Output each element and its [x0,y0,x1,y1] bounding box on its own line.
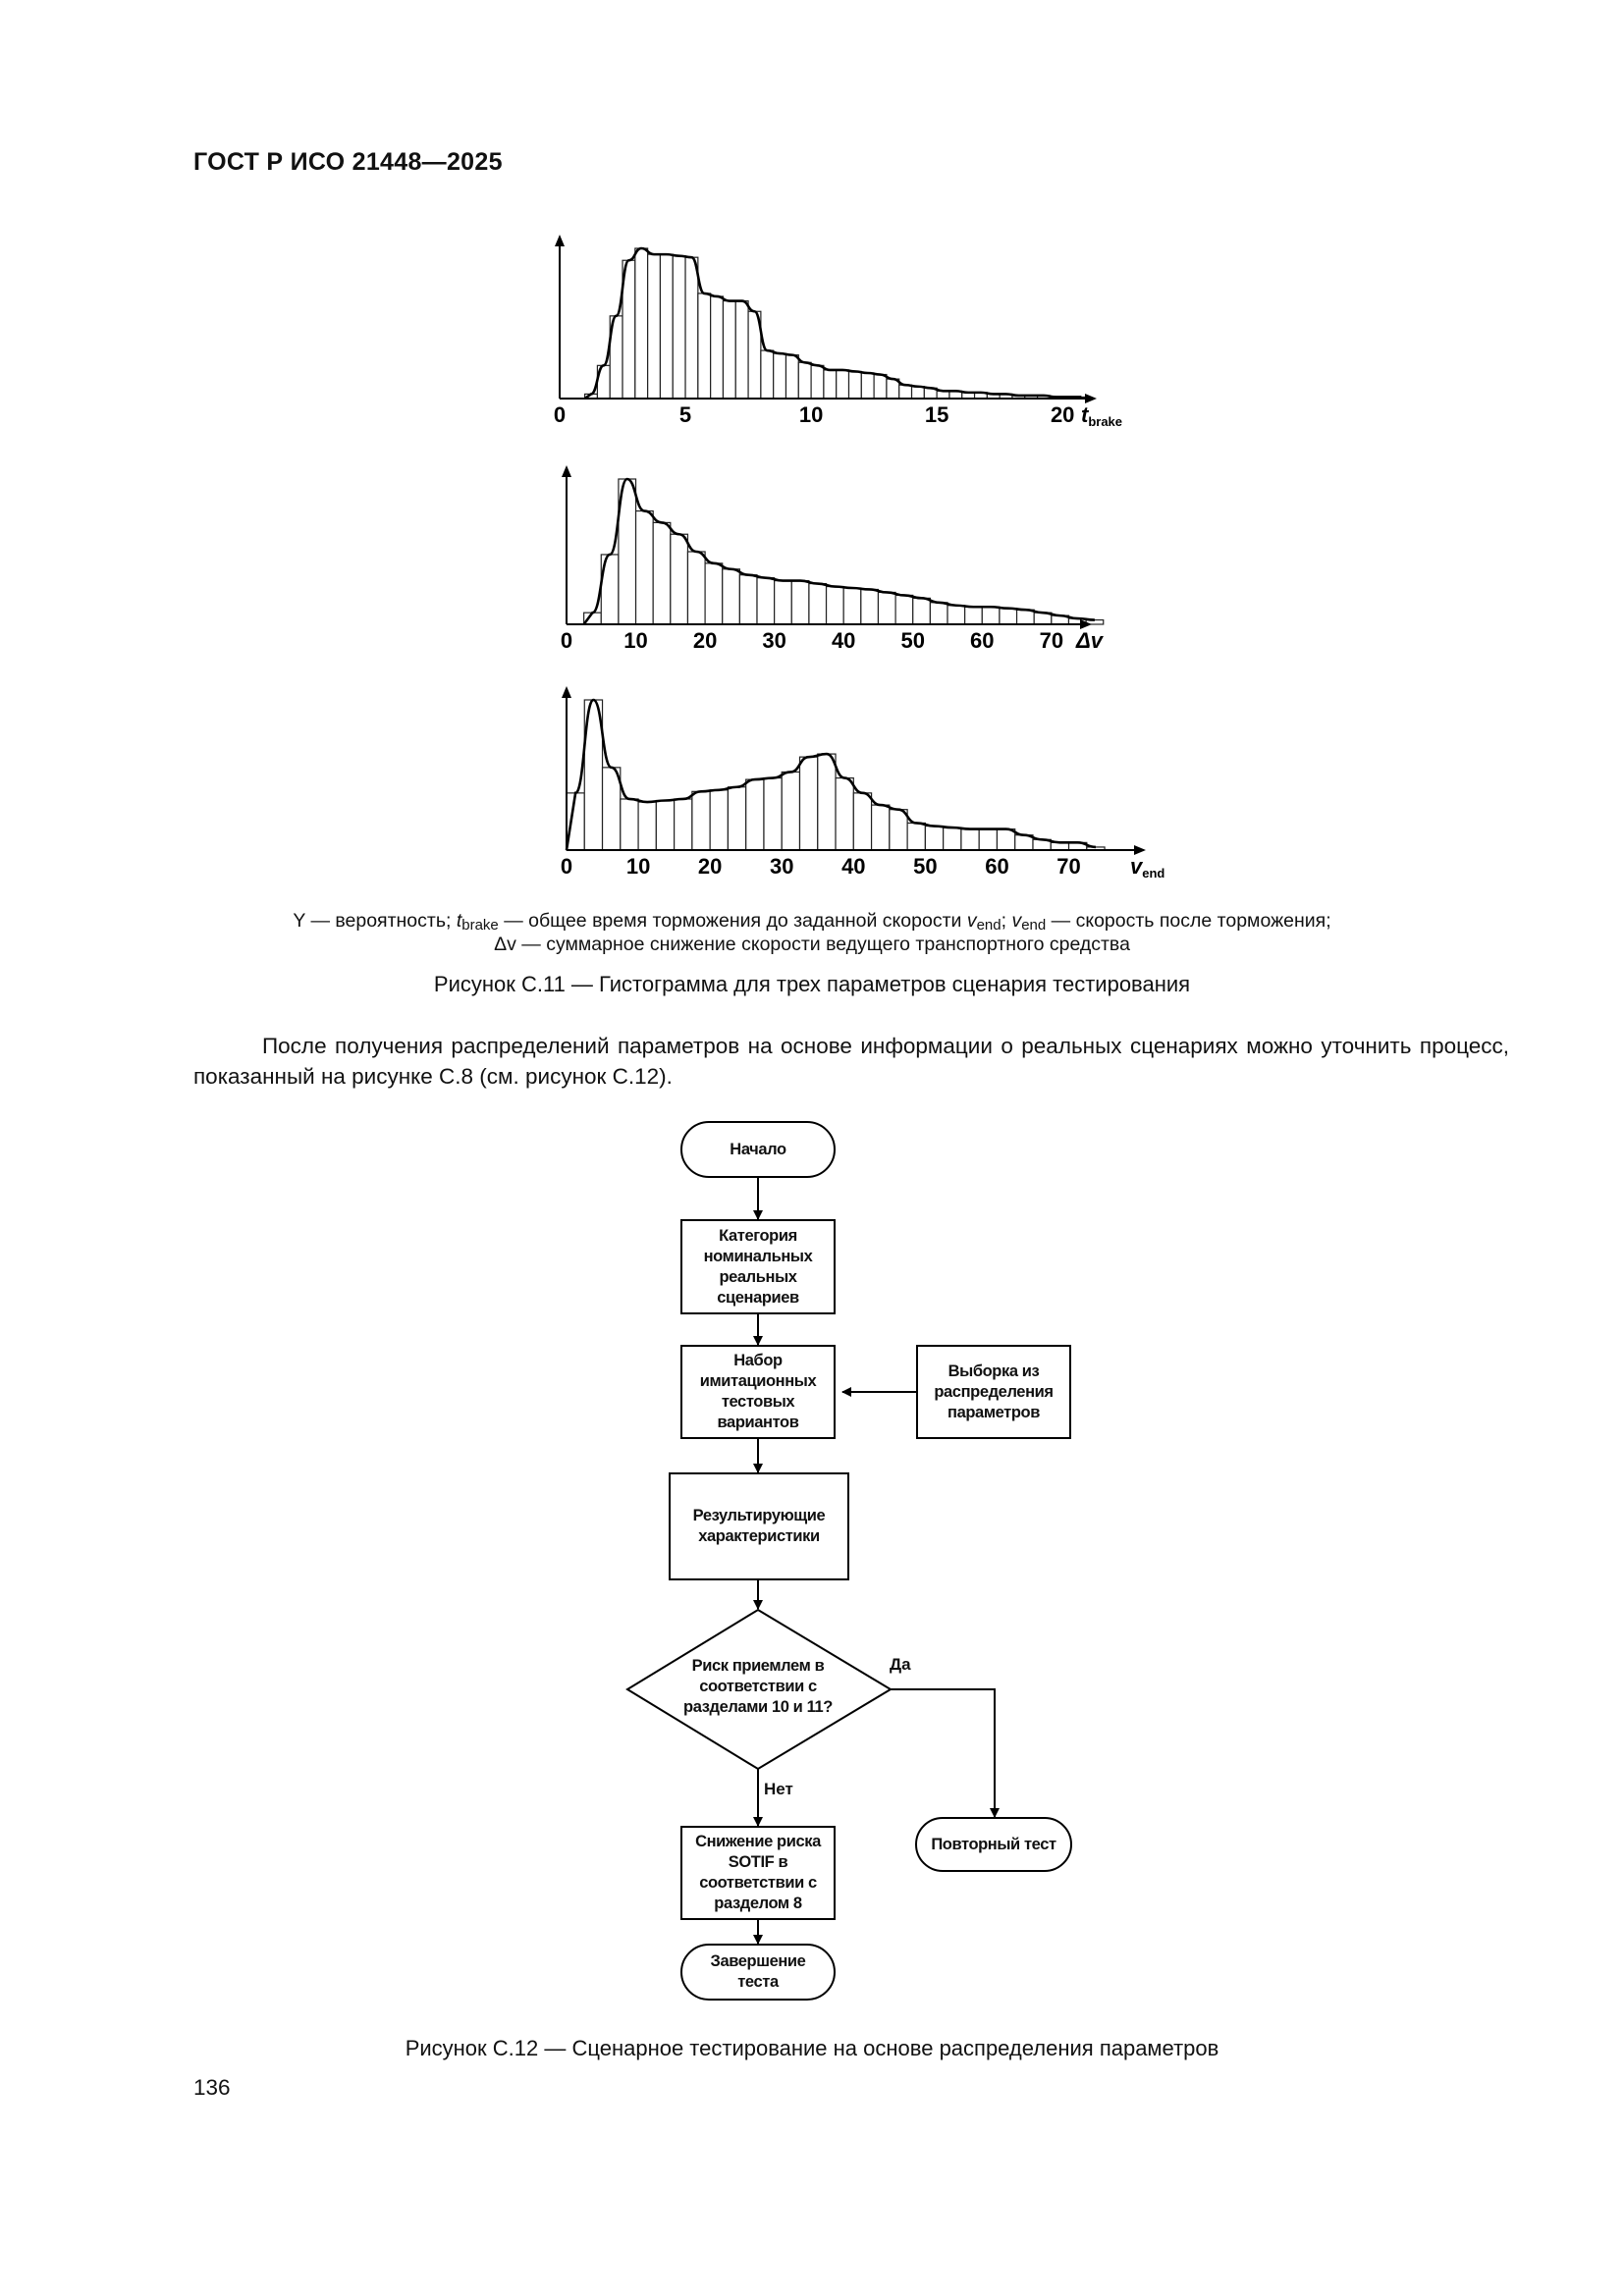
x-tick-label: 5 [678,402,692,427]
histogram-bar [687,552,705,624]
histogram-bar [711,296,724,399]
histogram-bar [925,827,943,850]
x-tick-label: 10 [623,628,648,653]
histogram-bar [907,823,925,850]
histogram-bar [603,768,621,850]
histogram-bar [824,370,837,399]
x-tick-label: 50 [913,854,938,879]
histogram-bar [775,581,792,624]
histogram-bar [843,588,861,624]
histogram-bar [785,355,798,399]
x-tick-label: 60 [985,854,1009,879]
histogram-bar [818,754,836,850]
histogram-bar [735,301,748,399]
x-tick-label: 20 [1050,402,1075,427]
histogram-bar [930,603,947,624]
histogram-bar [798,362,811,399]
histogram-bar [673,256,685,399]
histogram-bar [648,254,661,399]
x-tick-label: 20 [697,854,723,879]
x-tick-label: 0 [560,854,573,879]
figure-c12-caption: Рисунок С.12 — Сценарное тестирование на основе распределения параметров [405,2036,1219,2060]
histogram-bar [997,829,1014,850]
label-no: Нет [764,1780,793,1798]
histogram-bar [757,578,775,624]
histogram-bar [675,799,692,850]
histogram-bar [861,589,879,624]
histogram-bar [872,805,890,850]
histogram-bar [567,793,584,850]
arrow-yes-retest [891,1689,995,1817]
flow-retest: Повторный тест [915,1817,1072,1872]
histogram-delta-v [555,461,1164,658]
histogram-bar [982,607,1000,624]
x-tick-label: 70 [1039,628,1064,653]
histogram-bar [965,607,983,624]
histogram-bar [1000,609,1017,624]
x-tick-label: 40 [831,628,856,653]
histogram-bar [621,799,638,850]
flow-sampling: Выборка из распределения параметров [916,1345,1071,1439]
histogram-bar [836,778,853,850]
figure-legend [177,909,1447,956]
histogram-bar [895,595,913,624]
histogram-bar [874,375,887,399]
x-tick-label: 10 [798,402,824,427]
histogram-bar [739,575,757,624]
histogram-bar [671,534,688,624]
x-tick-label: 70 [1056,854,1081,879]
flow-reduce: Снижение риска SOTIF в соответствии с разделом 8 [680,1826,836,1920]
histogram-bar [800,757,818,850]
histogram-bar [849,371,862,399]
histogram-bar [944,828,961,850]
x-tick-label: 10 [625,854,651,879]
x-tick-label: 20 [692,628,718,653]
histogram-bar [912,387,925,399]
histogram-bar [899,385,912,399]
histogram-bar [728,787,745,850]
y-axis-arrow [555,235,565,246]
histogram-bar [961,829,979,850]
histogram-bar [636,511,654,624]
chart-v-end-svg [555,687,1164,883]
histogram-bar [878,592,895,624]
x-axis-label: Δv [1076,628,1104,653]
histogram-bar [811,365,824,399]
x-tick-label: 40 [841,854,866,879]
histogram-bar [638,802,656,850]
histogram-bar [685,257,698,399]
x-tick-label: 0 [560,628,573,653]
histogram-bar [913,598,931,624]
y-axis-arrow [562,465,571,477]
flow-category: Категория номинальных реальных сценариев [680,1219,836,1314]
histogram-bar [890,810,907,850]
histogram-bar [764,778,782,850]
flowchart [589,1109,1139,2012]
histogram-bar [782,772,799,850]
flow-end: Завершение теста [680,1944,836,2001]
histogram-bar [656,801,674,850]
histogram-bar [705,563,723,624]
chart-t-brake-svg [550,232,1159,438]
x-tick-label: 60 [970,628,995,653]
histogram-bar [809,584,827,624]
flow-results: Результирующие характеристики [669,1472,849,1580]
histogram-bar [1017,610,1035,624]
chart-delta-v-svg [555,461,1164,658]
x-tick-label: 30 [762,628,786,653]
histogram-t-brake [550,232,1159,438]
page-number: 136 [193,2075,231,2100]
flow-start: Начало [680,1121,836,1178]
body-paragraph: После получения распределений параметров на основе информации о реальных сценариях можно уточнить процесс, показанный на рисунке С.8 (см. рисунок С.12). [193,1034,1509,1089]
x-tick-label: 50 [900,628,925,653]
histogram-bar [979,829,997,850]
flow-decision-text: Риск приемлем в соответствии с разделами 10 и 11? [683,1657,833,1716]
histogram-bar [635,248,648,399]
histogram-bar [761,350,774,399]
histogram-bar [791,581,809,624]
histogram-bar [853,793,871,850]
y-axis-arrow [562,686,571,698]
x-axis-label: tbrake [1081,402,1123,429]
x-tick-label: 0 [553,402,567,427]
document-header: ГОСТ Р ИСО 21448—2025 [193,148,503,176]
x-tick-label: 30 [769,854,794,879]
histogram-bar [947,606,965,624]
histogram-bar [861,373,874,399]
histogram-bar [827,587,844,624]
histogram-bar [746,779,764,850]
histogram-v-end [555,687,1164,883]
histogram-bar [837,370,849,399]
label-yes: Да [890,1655,911,1674]
histogram-bar [653,522,671,624]
x-axis-label: vend [1130,854,1165,881]
flow-test-set: Набор имитационных тестовых вариантов [680,1345,836,1439]
histogram-bar [660,254,673,399]
legend-line-1: Y — вероятность; $t_{brake}$ — общее время торможения до заданной скорости $v_{end}$; $v_{end}$ — скорость после торможения; [293,910,1331,934]
legend-line-2: Δv — суммарное снижение скорости ведущего транспортного средства [494,934,1130,955]
histogram-bar [698,294,711,399]
histogram-bar [723,569,740,624]
histogram-bar [692,791,710,850]
histogram-bar [774,353,786,399]
histogram-bar [723,301,735,399]
figure-c11-caption: Рисунок С.11 — Гистограмма для трех параметров сценария тестирования [433,972,1191,996]
x-tick-label: 15 [924,402,949,427]
histogram-bar [710,790,728,850]
